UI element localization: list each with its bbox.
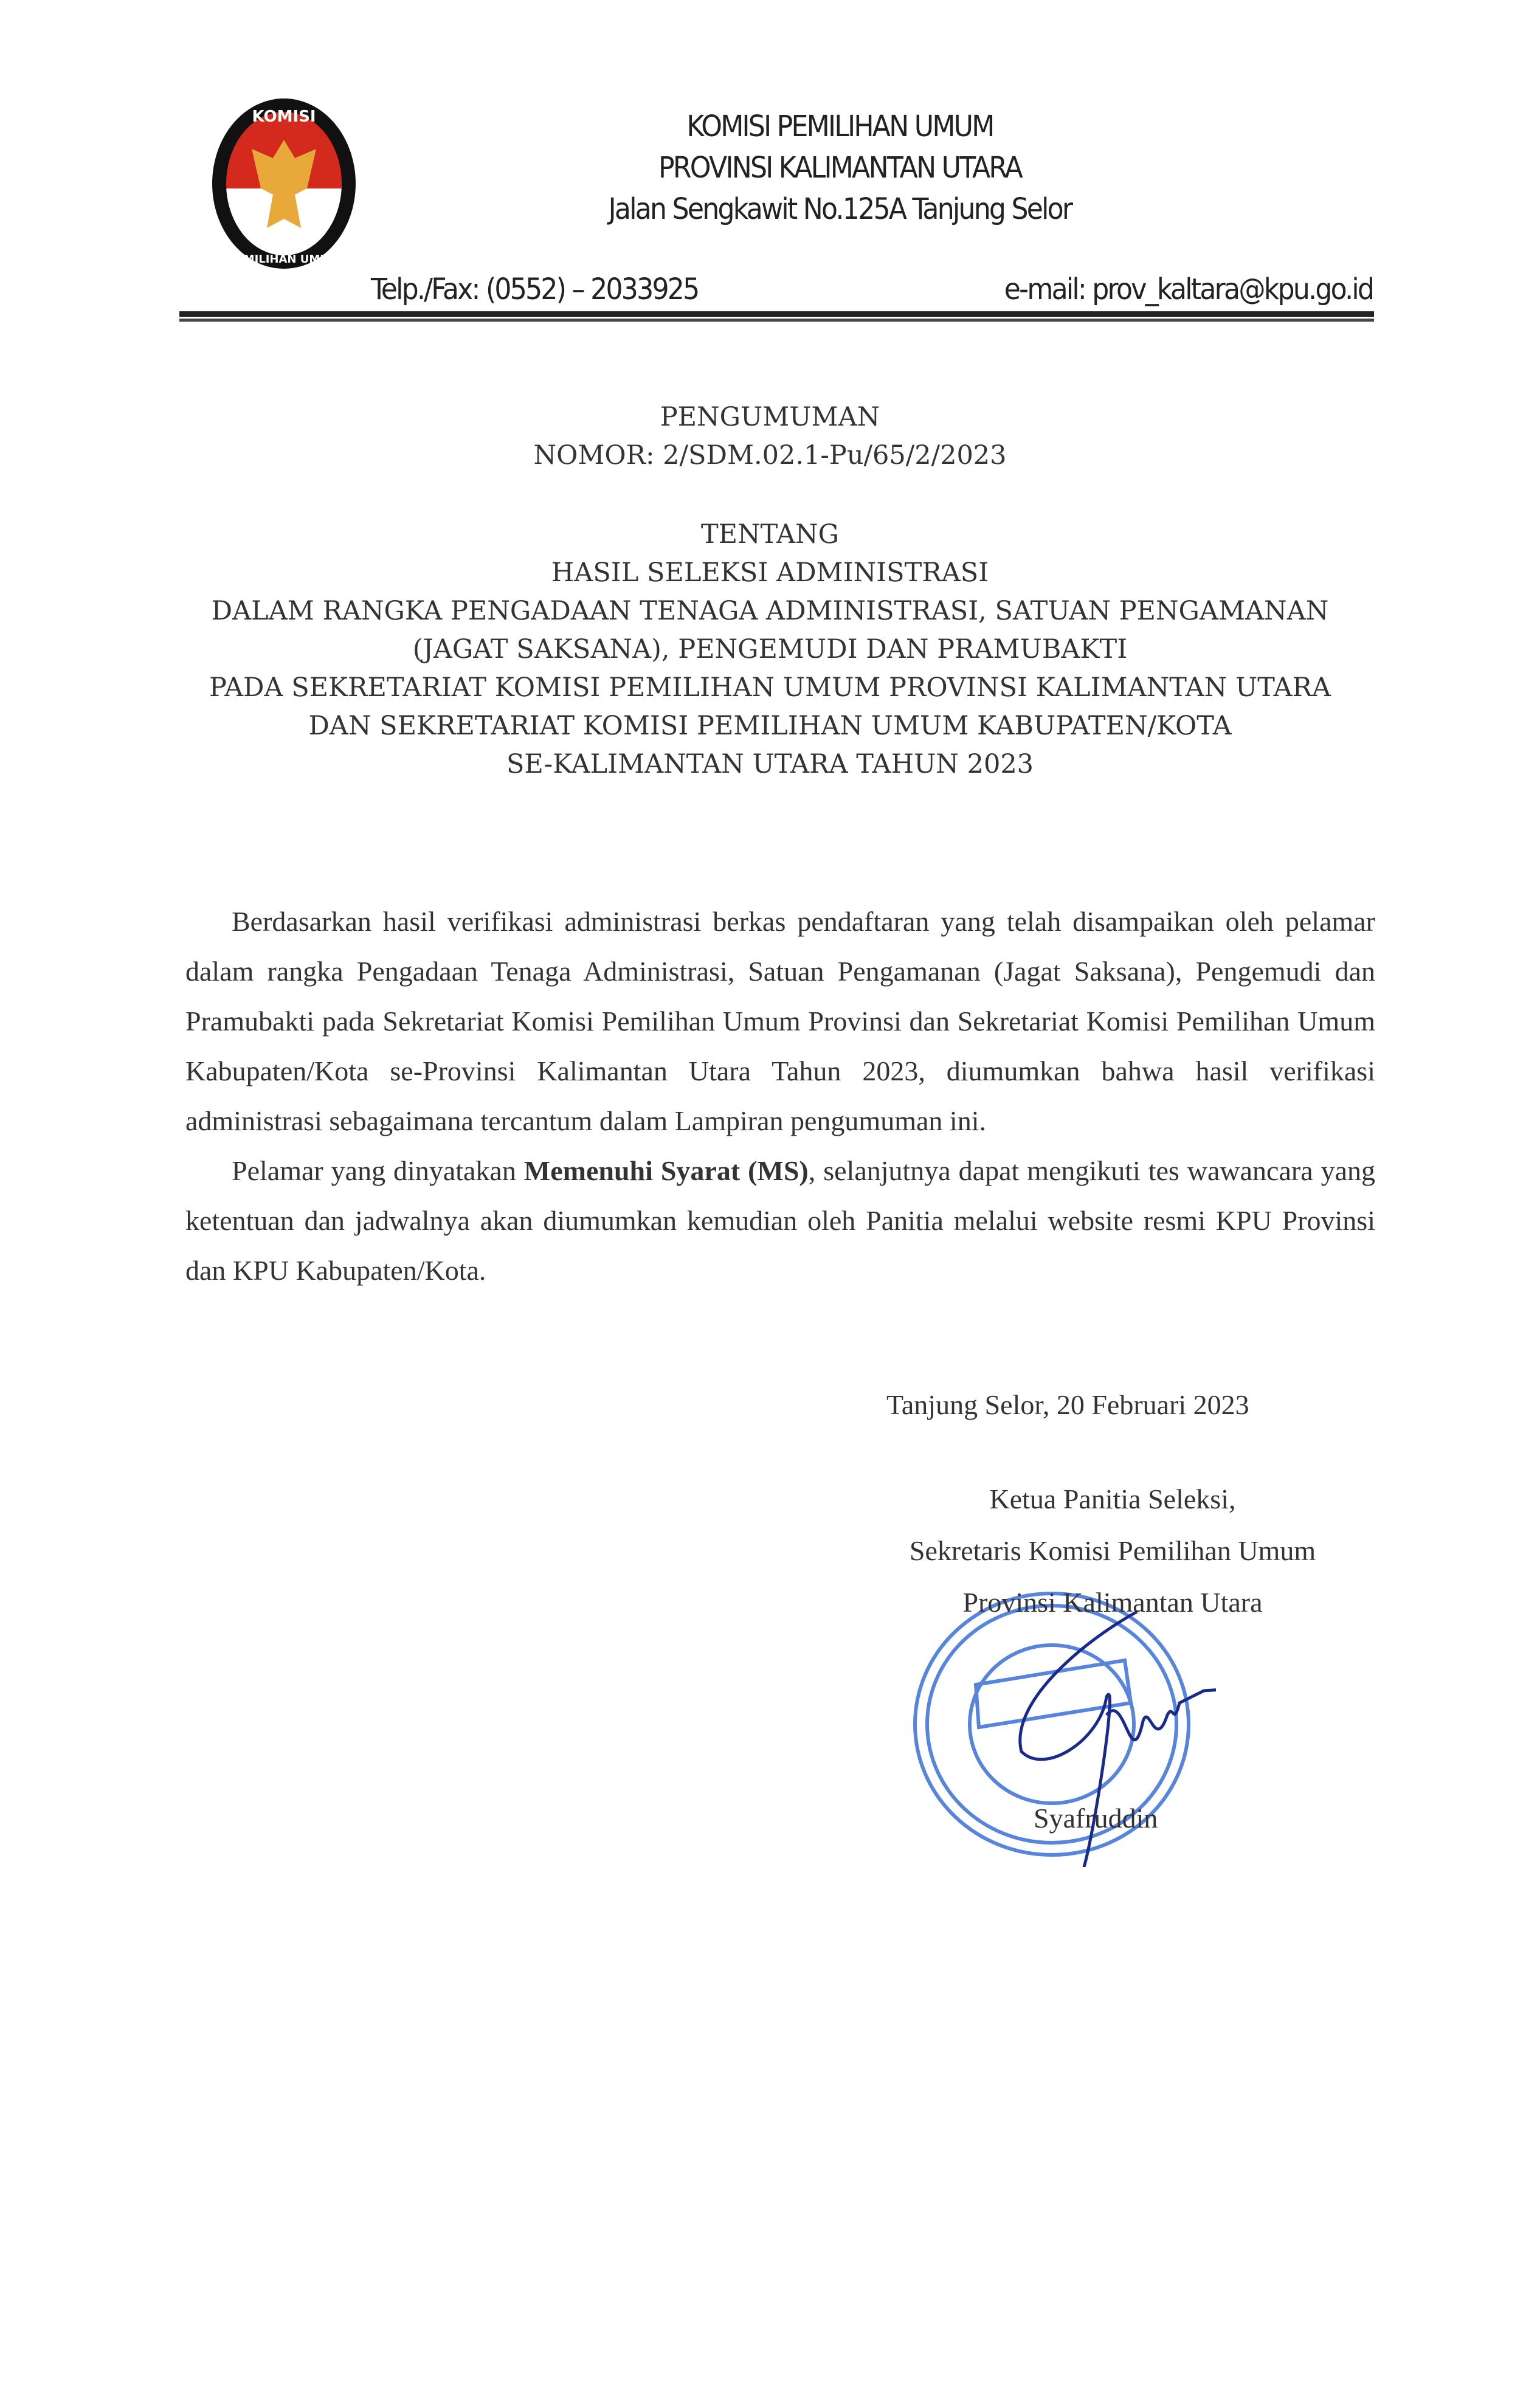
doc-subject-line: (JAGAT SAKSANA), PENGEMUDI DAN PRAMUBAKTI: [412, 634, 1128, 665]
paragraph-text: , selanjutnya dapat mengikuti tes wawancara yang ketentuan dan jadwalnya akan diumumkan kemudian oleh Panitia melalui website resmi KPU Provinsi dan KPU Kabupaten/Kota.: [185, 1155, 1375, 1286]
doc-about: TENTANG: [700, 519, 840, 550]
org-province: PROVINSI KALIMANTAN UTARA: [658, 151, 1022, 185]
place-date: Tanjung Selor, 20 Februari 2023: [886, 1389, 1249, 1420]
doc-subject-line: SE-KALIMANTAN UTARA TAHUN 2023: [506, 749, 1034, 779]
doc-subject-line: DAN SEKRETARIAT KOMISI PEMILIHAN UMUM KABUPATEN/KOTA: [308, 711, 1232, 741]
svg-text:PEMILIHAN UMUM: PEMILIHAN UMUM: [228, 253, 340, 266]
body-and-signature: [185, 897, 1375, 1837]
signer-role: Ketua Panitia Seleksi,: [989, 1483, 1236, 1514]
signer-name: Syafruddin: [1034, 1803, 1158, 1834]
body-paragraph-2: [185, 1146, 1375, 1296]
org-address: Jalan Sengkawit No.125A Tanjung Selor: [608, 192, 1072, 226]
doc-number: NOMOR: 2/SDM.02.1-Pu/65/2/2023: [533, 440, 1007, 471]
paragraph-text: Pelamar yang dinyatakan: [232, 1155, 524, 1186]
org-email: e-mail: prov_kaltara@kpu.go.id: [1004, 272, 1373, 306]
signer-role: Provinsi Kalimantan Utara: [962, 1587, 1263, 1618]
doc-subject-line: PADA SEKRETARIAT KOMISI PEMILIHAN UMUM PROVINSI KALIMANTAN UTARA: [209, 672, 1331, 703]
org-name: KOMISI PEMILIHAN UMUM: [686, 109, 993, 143]
doc-subject-line: HASIL SELEKSI ADMINISTRASI: [551, 558, 989, 588]
doc-subject-line: DALAM RANGKA PENGADAAN TENAGA ADMINISTRASI, SATUAN PENGAMANAN: [211, 596, 1329, 626]
doc-heading: PENGUMUMAN: [660, 402, 880, 432]
header-rule: [179, 311, 1374, 319]
signer-role: Sekretaris Komisi Pemilihan Umum: [909, 1535, 1316, 1566]
body-paragraph-1: Berdasarkan hasil verifikasi administrasi berkas pendaftaran yang telah disampaikan oleh pelamar dalam rangka Pengadaan Tenaga Administrasi, Satuan Pengamanan (Jagat Saksana), Pengemudi dan Pramubakti pada Sekretariat Komisi Pemilihan Umum Provinsi dan Sekretariat Komisi Pemilihan Umum Kabupaten/Kota se-Provinsi Kalimantan Utara Tahun 2023, diumumkan bahwa hasil verifikasi administrasi sebagaimana tercantum dalam Lampiran pengumuman ini.: [185, 906, 1375, 1136]
ms-emphasis: Memenuhi Syarat (MS): [523, 1155, 809, 1186]
signature-block: [809, 1481, 1417, 1837]
org-phone: Telp./Fax: (0552) – 2033925: [371, 272, 699, 306]
svg-text:KOMISI: KOMISI: [252, 108, 316, 126]
